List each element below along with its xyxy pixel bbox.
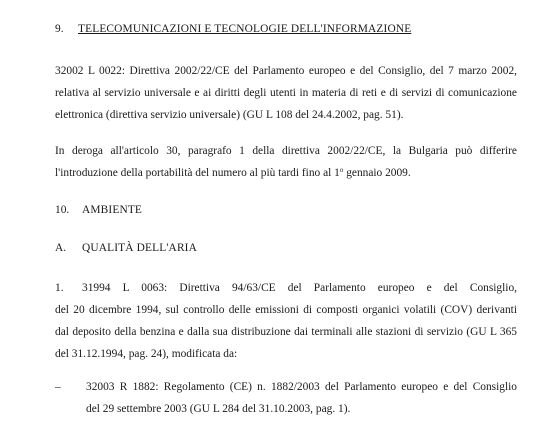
amendment-line-2: del 29 settembre 2003 (GU L 284 del 31.10.2003, pag. 1). [86,403,351,415]
amendment-dash: – [55,381,61,393]
item-1-number: 1. [55,282,64,294]
derogation-line-2-text: l'introduzione della portabilità del numero al più tardi fino al 1 [55,167,340,179]
directive-2002-22-line-1: 32002 L 0022: Direttiva 2002/22/CE del Parlamento europeo e del Consiglio, del 7 marzo 2002, [55,65,517,77]
amendment-line-1: 32003 R 1882: Regolamento (CE) n. 1882/2003 del Parlamento europeo e del Consiglio [86,381,517,393]
section-9-number: 9. [55,23,64,35]
section-10-title: AMBIENTE [82,204,143,216]
derogation-line-2-end: gennaio 2009. [343,167,411,179]
directive-2002-22-line-3: elettronica (direttiva servizio universale) (GU L 108 del 24.4.2002, pag. 51). [55,109,404,121]
subsection-a-letter: A. [55,242,67,254]
section-9-title: TELECOMUNICAZIONI E TECNOLOGIE DELL'INFORMAZIONE [78,23,412,35]
item-1-line-1: 31994 L 0063: Direttiva 94/63/CE del Parlamento europeo e del Consiglio, [82,282,517,294]
directive-2002-22-line-2: relativa al servizio universale e ai diritti degli utenti in materia di reti e di servizi di comunicazione [55,87,517,99]
item-1-line-4: del 31.12.1994, pag. 24), modificata da: [55,348,238,360]
derogation-line-1: In deroga all'articolo 30, paragrafo 1 della direttiva 2002/22/CE, la Bulgaria può differire [55,145,517,157]
item-1-line-3: dal deposito della benzina e dalla sua distribuzione dai terminali alle stazioni di servizio (GU L 365 [55,326,517,338]
ordinal-superscript: o [339,166,344,174]
derogation-line-2 [55,162,411,184]
item-1-line-2: del 20 dicembre 1994, sul controllo delle emissioni di composti organici volatili (COV) derivanti [55,304,517,316]
section-10-number: 10. [55,204,70,216]
subsection-a-title: QUALITÀ DELL'ARIA [82,242,198,254]
